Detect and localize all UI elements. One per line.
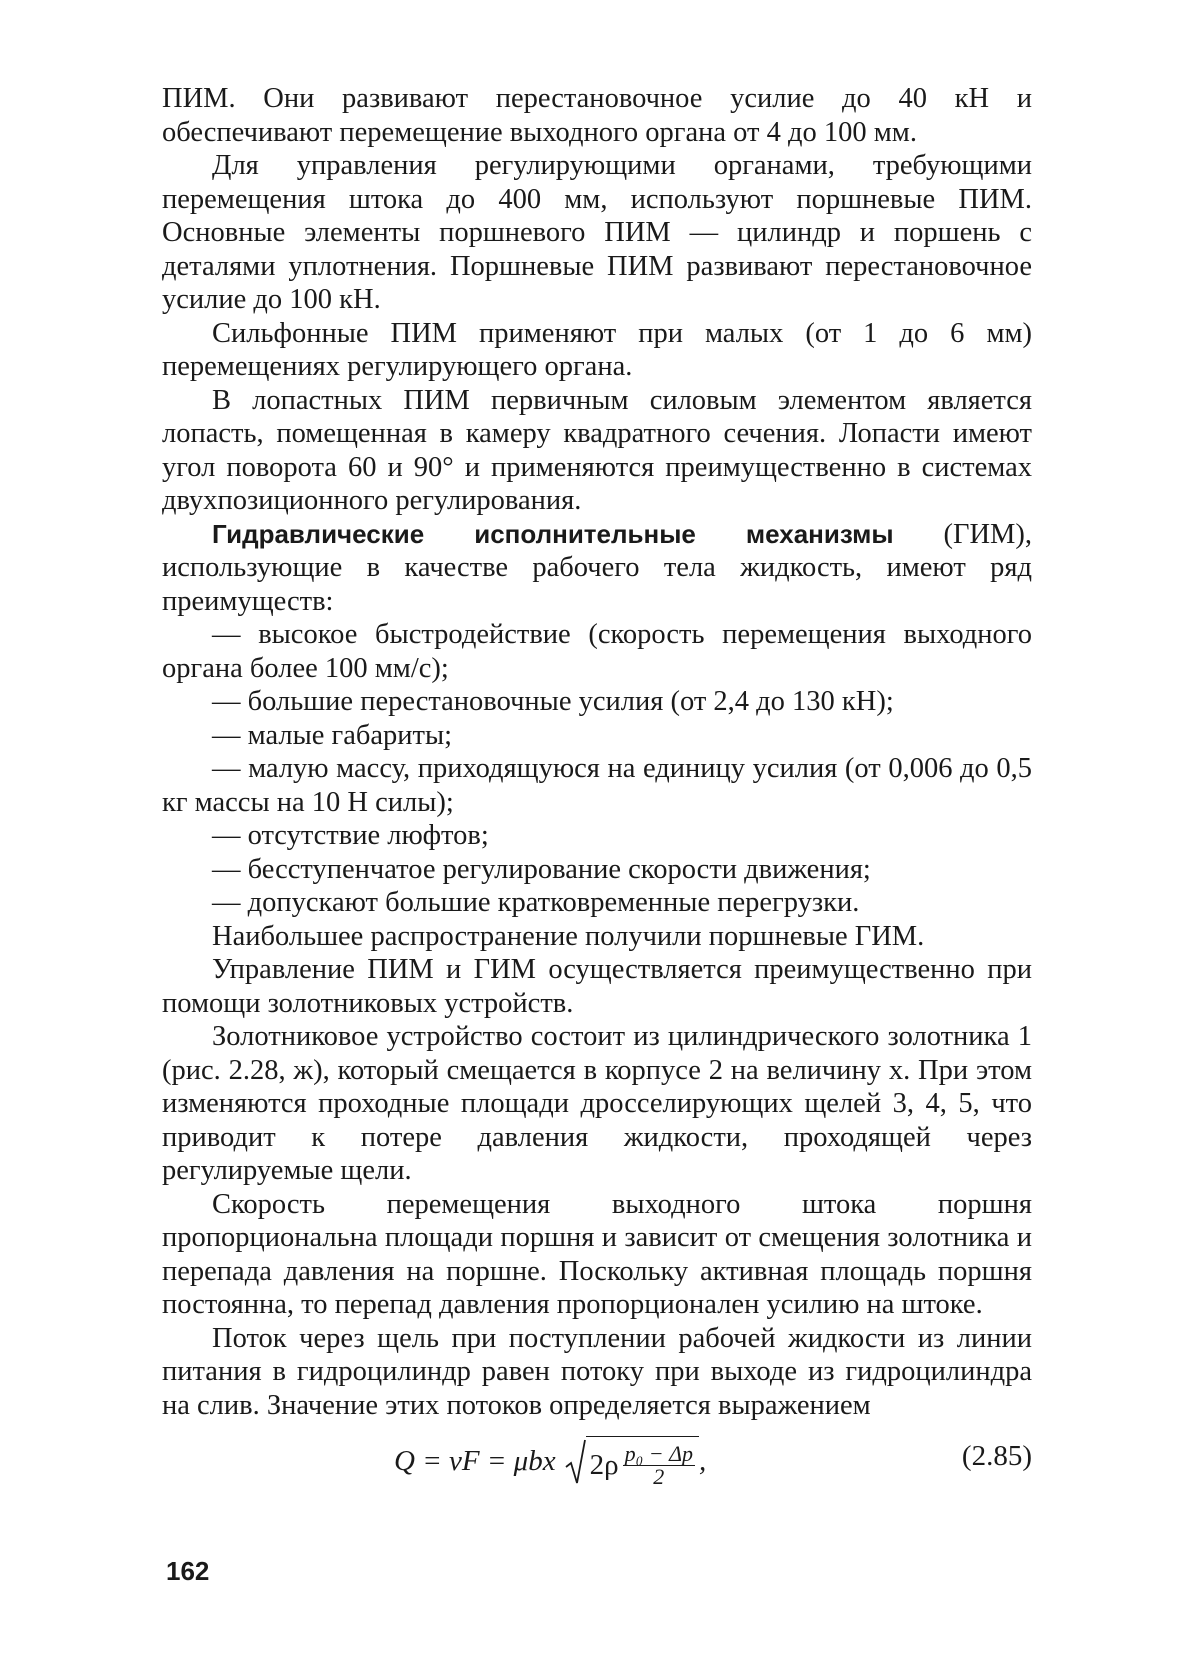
fraction [623, 1443, 695, 1488]
paragraph-vane-pim: В лопастных ПИМ первичным силовым элементом является лопасть, помещенная в камеру квадратного сечения. Лопасти имеют угол поворота 60 и 90° и применяются преимущественно в системах двухпозиционного регулирования. [162, 384, 1032, 516]
radicand [586, 1436, 699, 1488]
paragraph-flow: Поток через щель при поступлении рабочей жидкости из линии питания в гидроцилиндр равен потоку при выходе из гидроцилиндра на слив. Значение этих потоков определяется выражением [162, 1322, 1032, 1421]
page-body [162, 82, 1032, 1498]
paragraph-hydraulic-intro [162, 518, 1032, 619]
fraction-numerator: p₀ − Δp [624, 1441, 693, 1466]
hydraulic-rest: (ГИМ), использующие в качестве рабочего тела жидкость, имеют ряд преимуществ: [162, 518, 1032, 617]
paragraph-speed: Скорость перемещения выходного штока поршня пропорциональна площади поршня и зависит от смещения золотника и перепада давления на поршне. Поскольку активная площадь поршня постоянна, то перепад давления пропорционален усилию на штоке. [162, 1188, 1032, 1320]
list-item: — большие перестановочные усилия (от 2,4 до 130 кН); [212, 686, 894, 717]
list-item: — малые габариты; [212, 719, 453, 751]
formula-tail: , [699, 1445, 707, 1478]
page-number: 162 [166, 1556, 210, 1586]
hydraulic-term: Гидравлические исполнительные механизмы [212, 518, 894, 549]
paragraph-continuation: ПИМ. Они развивают перестановочное усилие до 40 кН и обеспечивают перемещение выходного органа от 4 до 100 мм. [162, 83, 1032, 148]
equation-number: (2.85) [961, 1440, 1032, 1472]
square-root [564, 1436, 699, 1488]
paragraph-bellows-pim: Сильфонные ПИМ применяют при малых (от 1 до 6 мм) перемещениях регулирующего органа. [162, 317, 1032, 382]
list-item: — бесступенчатое регулирование скорости движения; [212, 853, 871, 885]
radical-sign-icon [564, 1439, 586, 1485]
fraction-denominator: 2 [653, 1464, 665, 1489]
paragraph-piston-pim: Для управления регулирующими органами, требующими перемещения штока до 400 мм, используют поршневые ПИМ. Основные элементы поршневого ПИМ — цилиндр и поршень с деталями уплотнения. Поршневые ПИМ развивают перестановочное усилие до 100 кН. [162, 150, 1032, 315]
paragraph-spool: Золотниковое устройство состоит из цилиндрического золотника 1 (рис. 2.28, ж), который смещается в корпусе 2 на величину x. При этом изменяются проходные площади дросселирующих щелей 3, 4, 5, что приводит к потере давления жидкости, проходящей через регулируемые щели. [162, 1021, 1032, 1186]
formula-lhs: Q = vF = μbx [394, 1445, 556, 1478]
list-item: — высокое быстродействие (скорость перемещения выходного органа более 100 мм/с); [162, 619, 1032, 684]
paragraph-control: Управление ПИМ и ГИМ осуществляется преимущественно при помощи золотниковых устройств. [162, 954, 1032, 1019]
formula [394, 1436, 706, 1488]
equation-2-85 [162, 1428, 1032, 1498]
list-item: — малую массу, приходящуюся на единицу усилия (от 0,006 до 0,5 кг массы на 10 Н силы); [162, 753, 1032, 818]
list-item: — отсутствие люфтов; [212, 820, 489, 851]
paragraph-popular: Наибольшее распространение получили поршневые ГИМ. [212, 920, 925, 952]
list-item: — допускают большие кратковременные перегрузки. [212, 887, 860, 918]
sqrt-coefficient: 2ρ [589, 1448, 619, 1481]
